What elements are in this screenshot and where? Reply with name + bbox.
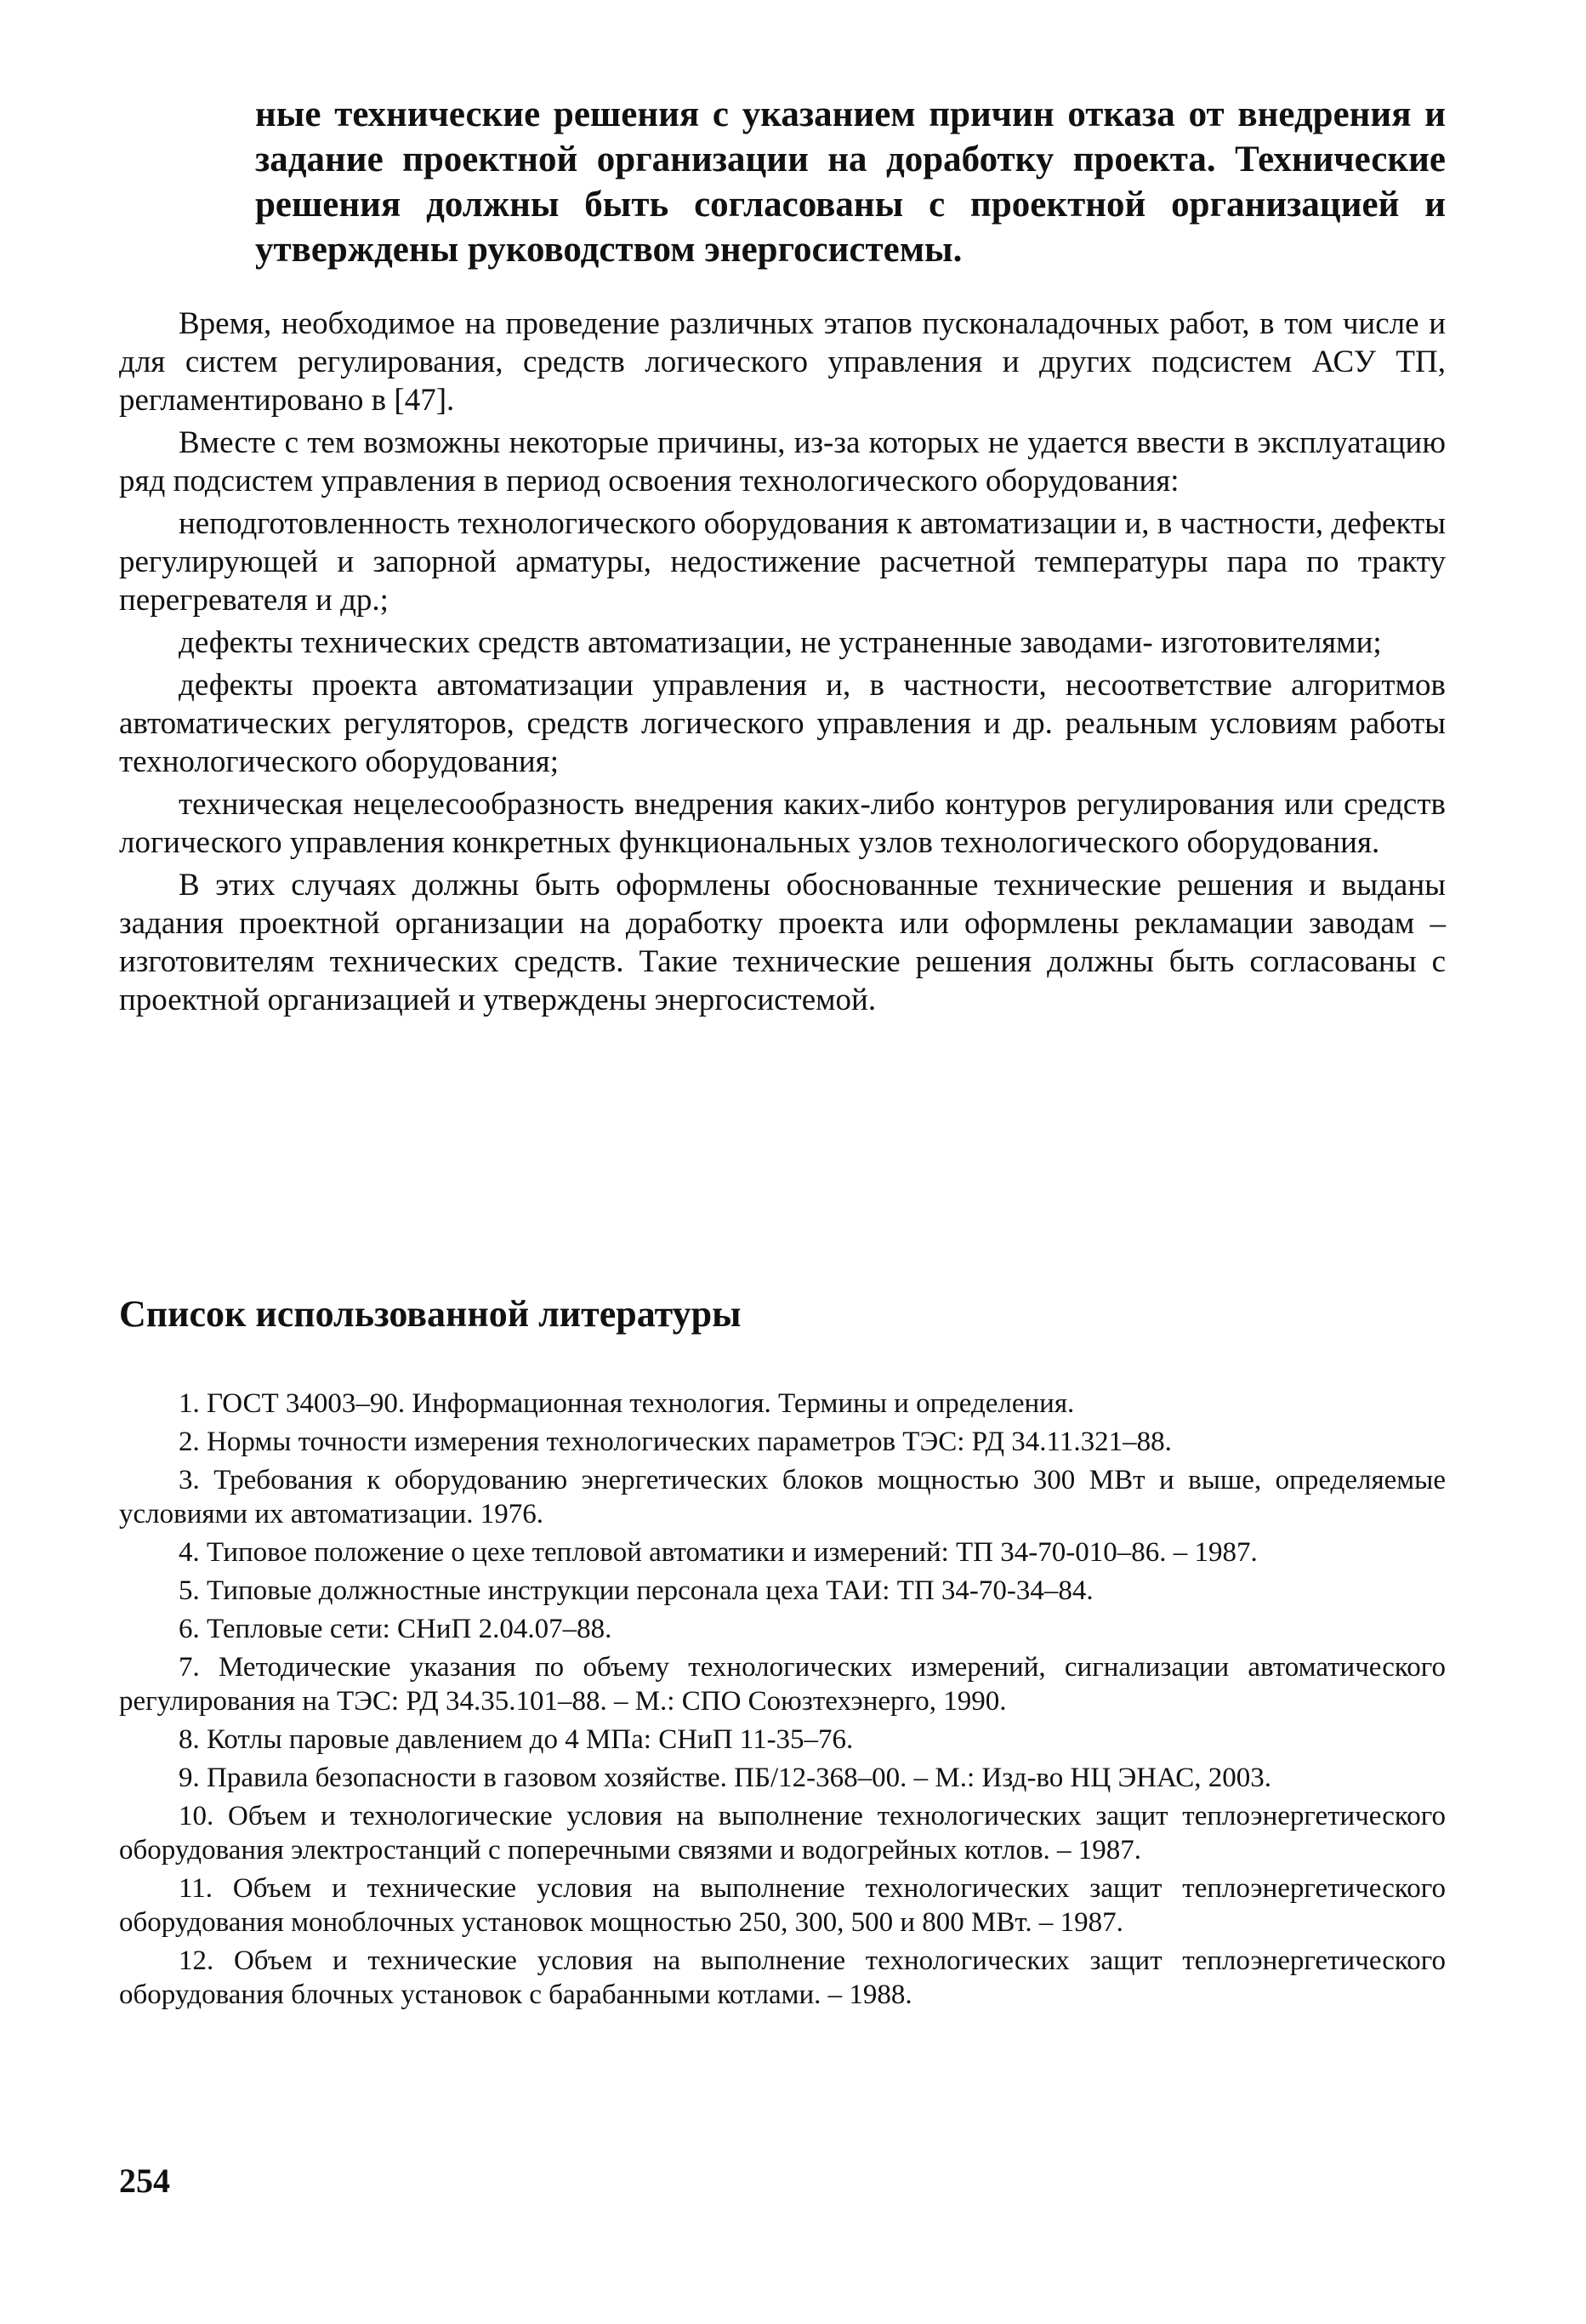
page-number: 254: [119, 2162, 170, 2200]
reference-item: 1. ГОСТ 34003–90. Информационная технология. Термины и определения.: [179, 1388, 1075, 1419]
body-paragraph: техническая нецелесообразность внедрения каких-либо контуров регулирования или средств логического управления конкретных функциональных узлов технологического оборудования.: [119, 787, 1446, 860]
body-paragraph: Время, необходимое на проведение различных этапов пусконаладочных работ, в том числе и для систем регулирования, средств логического управления и других подсистем АСУ ТП, регламентировано в [47].: [119, 306, 1446, 418]
section-heading: Список использованной литературы: [119, 1293, 742, 1335]
reference-item: 8. Котлы паровые давлением до 4 МПа: СНиП 11-35–76.: [179, 1724, 854, 1755]
reference-item: 5. Типовые должностные инструкции персонала цеха ТАИ: ТП 34-70-34–84.: [179, 1575, 1094, 1606]
reference-item: 11. Объем и технические условия на выполнение технологических защит теплоэнергетического оборудования моноблочных установок мощностью 250, 300, 500 и 800 МВт. – 1987.: [119, 1873, 1446, 1938]
reference-item: 3. Требования к оборудованию энергетических блоков мощностью 300 МВт и выше, определяемые условиями их автоматизации. 1976.: [119, 1465, 1446, 1529]
body-text: [119, 305, 1446, 1023]
body-paragraph: Вместе с тем возможны некоторые причины, из-за которых не удается ввести в эксплуатацию ряд подсистем управления в период освоения технологического оборудования:: [119, 425, 1446, 498]
reference-item: 10. Объем и технологические условия на выполнение технологических защит теплоэнергетического оборудования электростанций с поперечными связями и водогрейных котлов. – 1987.: [119, 1801, 1446, 1865]
body-paragraph: дефекты проекта автоматизации управления и, в частности, несоответствие алгоритмов автоматических регуляторов, средств логического управления и др. реальным условиям работы технологического оборудования;: [119, 668, 1446, 779]
intro-bold-paragraph: ные технические решения с указанием причин отказа от внедрения и задание проектной организации на доработку проекта. Технические решения должны быть согласованы с проектной организацией и утверждены руководством энергосистемы.: [255, 94, 1446, 270]
reference-item: 6. Тепловые сети: СНиП 2.04.07–88.: [179, 1614, 612, 1644]
reference-item: 7. Методические указания по объему технологических измерений, сигнализации автоматического регулирования на ТЭС: РД 34.35.101–88. – М.: СПО Союзтехэнерго, 1990.: [119, 1652, 1446, 1717]
reference-item: 4. Типовое положение о цехе тепловой автоматики и измерений: ТП 34-70-010–86. – 1987.: [179, 1537, 1258, 1568]
reference-item: 12. Объем и технические условия на выполнение технологических защит теплоэнергетического оборудования блочных установок с барабанными котлами. – 1988.: [119, 1945, 1446, 2010]
reference-item: 9. Правила безопасности в газовом хозяйстве. ПБ/12-368–00. – М.: Изд-во НЦ ЭНАС, 2003.: [179, 1763, 1272, 1793]
body-paragraph: В этих случаях должны быть оформлены обоснованные технические решения и выданы задания проектной организации на доработку проекта или оформлены рекламации заводам – изготовителям технических средств. Такие технические решения должны быть согласованы с проектной организацией и утверждены энергосистемой.: [119, 868, 1446, 1017]
reference-item: 2. Нормы точности измерения технологических параметров ТЭС: РД 34.11.321–88.: [179, 1427, 1172, 1457]
body-paragraph: неподготовленность технологического оборудования к автоматизации и, в частности, дефекты регулирующей и запорной арматуры, недостижение расчетной температуры пара по тракту перегревателя и др.;: [119, 506, 1446, 618]
body-paragraph: дефекты технических средств автоматизации, не устраненные заводами- изготовителями;: [179, 625, 1382, 660]
reference-list: [119, 1387, 1446, 2016]
